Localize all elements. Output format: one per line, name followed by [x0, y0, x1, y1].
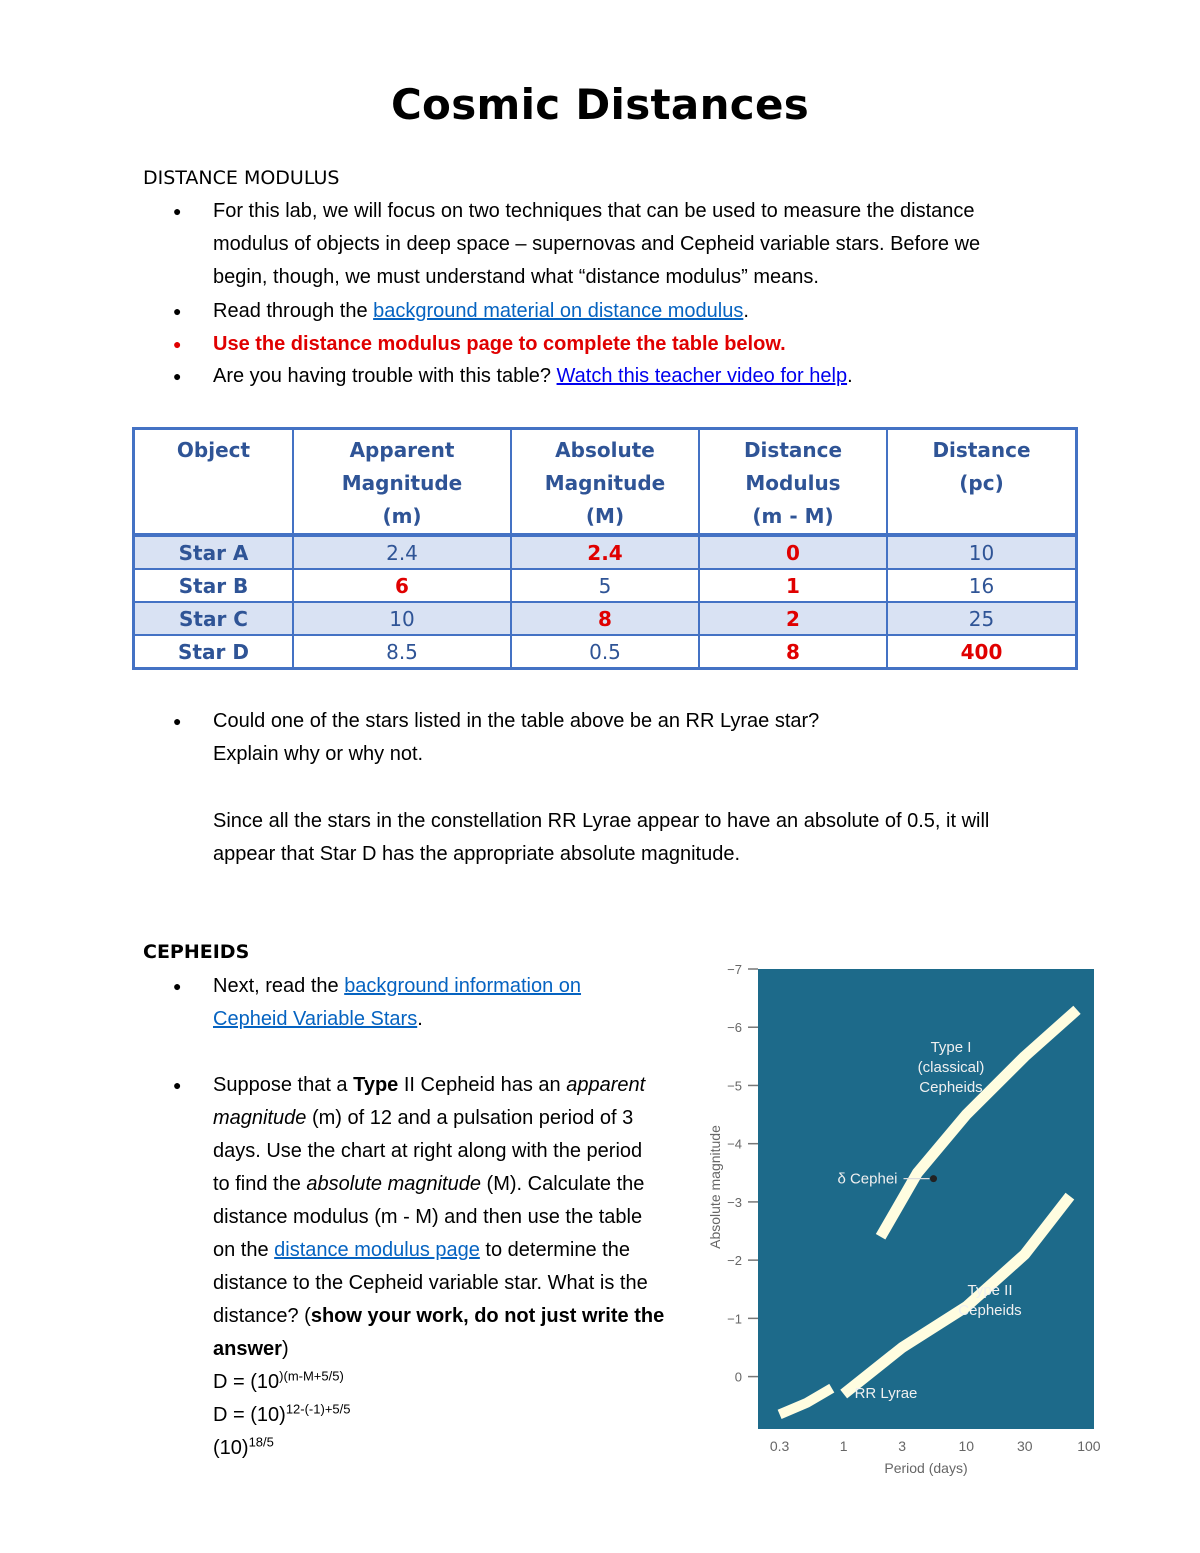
bullet-trouble-period: . — [847, 365, 853, 387]
y-tick-label: −3 — [727, 1194, 742, 1210]
cell-apparent: 10 — [293, 602, 511, 635]
cell-absolute: 0.5 — [511, 635, 699, 668]
bullet-instruction: ● Use the distance modulus page to complete the table below. — [213, 328, 786, 361]
cell-object: Star D — [134, 635, 293, 668]
y-tick-label: −4 — [727, 1136, 742, 1152]
series-label: Type I — [930, 1039, 972, 1056]
work-line2: $D = (10)^{12-(-1)+5/5}$ — [213, 1401, 351, 1426]
bullet-read-period: . — [743, 300, 749, 322]
cell-modulus: 2 — [699, 602, 887, 635]
y-tick-label: −6 — [727, 1020, 742, 1036]
header-distance-pc: Distance (pc) — [887, 429, 1076, 536]
y-tick-label: −1 — [727, 1311, 742, 1327]
y-axis — [727, 962, 758, 1385]
x-tick-label: 30 — [1017, 1438, 1033, 1454]
y-tick-label: 0 — [734, 1369, 742, 1385]
cell-absolute: 2.4 — [511, 536, 699, 569]
y-axis-label: Absolute magnitude — [707, 1125, 723, 1249]
x-axis-label: Period (days) — [884, 1460, 968, 1476]
cell-distance: 10 — [887, 536, 1076, 569]
distance-modulus-page-link[interactable]: distance modulus page — [274, 1239, 480, 1261]
y-tick-label: −5 — [727, 1078, 742, 1094]
bullet-intro-line1: ● For this lab, we will focus on two techniques that can be used to measure the distance — [213, 200, 975, 222]
cell-modulus: 1 — [699, 569, 887, 602]
bullet-intro-line3: begin, though, we must understand what “distance modulus” means. — [213, 266, 819, 288]
rr-answer-line2: appear that Star D has the appropriate absolute magnitude. — [213, 843, 741, 865]
series-label: Cepheids — [919, 1079, 983, 1096]
y-tick-label: −2 — [727, 1253, 742, 1269]
background-material-link[interactable]: background material on distance modulus — [373, 300, 744, 322]
cell-object: Star A — [134, 536, 293, 569]
cell-distance: 16 — [887, 569, 1076, 602]
bullet-intro-line2: modulus of objects in deep space – supernovas and Cepheid variable stars. Before we — [213, 233, 981, 255]
rr-question-line2: Explain why or why not. — [213, 743, 424, 765]
bullet-cepheid-background — [213, 970, 581, 1036]
bullet-read-background — [213, 295, 749, 328]
cepheid-bg-text: Next, read the — [213, 975, 345, 997]
cepheid-background-link-line2[interactable]: Cepheid Variable Stars — [213, 1008, 418, 1030]
annotation-label: δ Cephei — [837, 1170, 898, 1188]
table-header-row — [134, 429, 1076, 536]
cell-absolute: 8 — [511, 602, 699, 635]
work-line1: $D = (10^{)(m-M+5/5)}$ — [213, 1368, 344, 1393]
bullet-cepheid-question: ● Suppose that a Type II Cepheid has an apparent magnitude (m) of 12 and a pulsation period of 3 days. Use the chart at right along with the period to find the absolute magnitude (M). Calculate the distance modulus (m - M) and then use the table on the distance modulus page to determine the distance to the Cepheid variable star. What is the distance? (show your work, do not just write the answer) — [213, 1069, 664, 1366]
work-line3: $(10)^{18/5}$ — [213, 1434, 274, 1459]
cell-distance: 400 — [887, 635, 1076, 668]
cell-object: Star B — [134, 569, 293, 602]
annotation-dot — [930, 1175, 937, 1182]
header-apparent-magnitude: Apparent Magnitude (m) — [293, 429, 511, 536]
table-row — [134, 602, 1076, 635]
table-row — [134, 569, 1076, 602]
rr-answer-line1: Since all the stars in the constellation RR Lyrae appear to have an absolute of 0.5, it will — [213, 810, 990, 832]
cell-object: Star C — [134, 602, 293, 635]
bullet-intro — [213, 195, 980, 294]
header-absolute-magnitude: Absolute Magnitude (M) — [511, 429, 699, 536]
cell-apparent: 8.5 — [293, 635, 511, 668]
header-object: Object — [134, 429, 293, 536]
distance-modulus-table — [132, 427, 1078, 670]
distance-modulus-heading: DISTANCE MODULUS — [143, 167, 340, 189]
cell-apparent: 2.4 — [293, 536, 511, 569]
table-row — [134, 635, 1076, 668]
cell-distance: 25 — [887, 602, 1076, 635]
x-axis — [770, 1438, 1101, 1454]
bullet-rr-lyrae-question — [213, 705, 819, 771]
cepheid-bg-period: . — [417, 1008, 423, 1030]
page-title: Cosmic Distances — [390, 80, 810, 129]
x-tick-label: 3 — [898, 1438, 907, 1454]
table-row — [134, 536, 1076, 569]
bullet-trouble — [213, 360, 853, 393]
teacher-video-link[interactable]: Watch this teacher video for help — [556, 365, 848, 387]
cell-modulus: 0 — [699, 536, 887, 569]
rr-lyrae-answer — [213, 805, 989, 871]
x-tick-label: 1 — [839, 1438, 848, 1454]
series-label: (classical) — [917, 1059, 985, 1076]
cell-modulus: 8 — [699, 635, 887, 668]
header-distance-modulus: Distance Modulus (m - M) — [699, 429, 887, 536]
x-tick-label: 100 — [1077, 1438, 1101, 1454]
x-tick-label: 10 — [958, 1438, 975, 1454]
bullet-trouble-text: Are you having trouble with this table? — [213, 365, 557, 387]
series-label: RR Lyrae — [854, 1385, 918, 1402]
cepheid-background-link[interactable]: background information on — [344, 975, 582, 997]
cell-absolute: 5 — [511, 569, 699, 602]
x-tick-label: 0.3 — [769, 1438, 790, 1454]
y-tick-label: −7 — [727, 962, 742, 977]
cepheids-heading: CEPHEIDS — [143, 941, 250, 963]
series-label: Cepheids — [958, 1302, 1022, 1319]
period-luminosity-chart — [700, 955, 1110, 1485]
rr-question-line1: ● Could one of the stars listed in the table above be an RR Lyrae star? — [213, 710, 820, 732]
bullet-read-text: Read through the — [213, 300, 374, 322]
series-label: Type II — [967, 1282, 1013, 1299]
cell-apparent: 6 — [293, 569, 511, 602]
